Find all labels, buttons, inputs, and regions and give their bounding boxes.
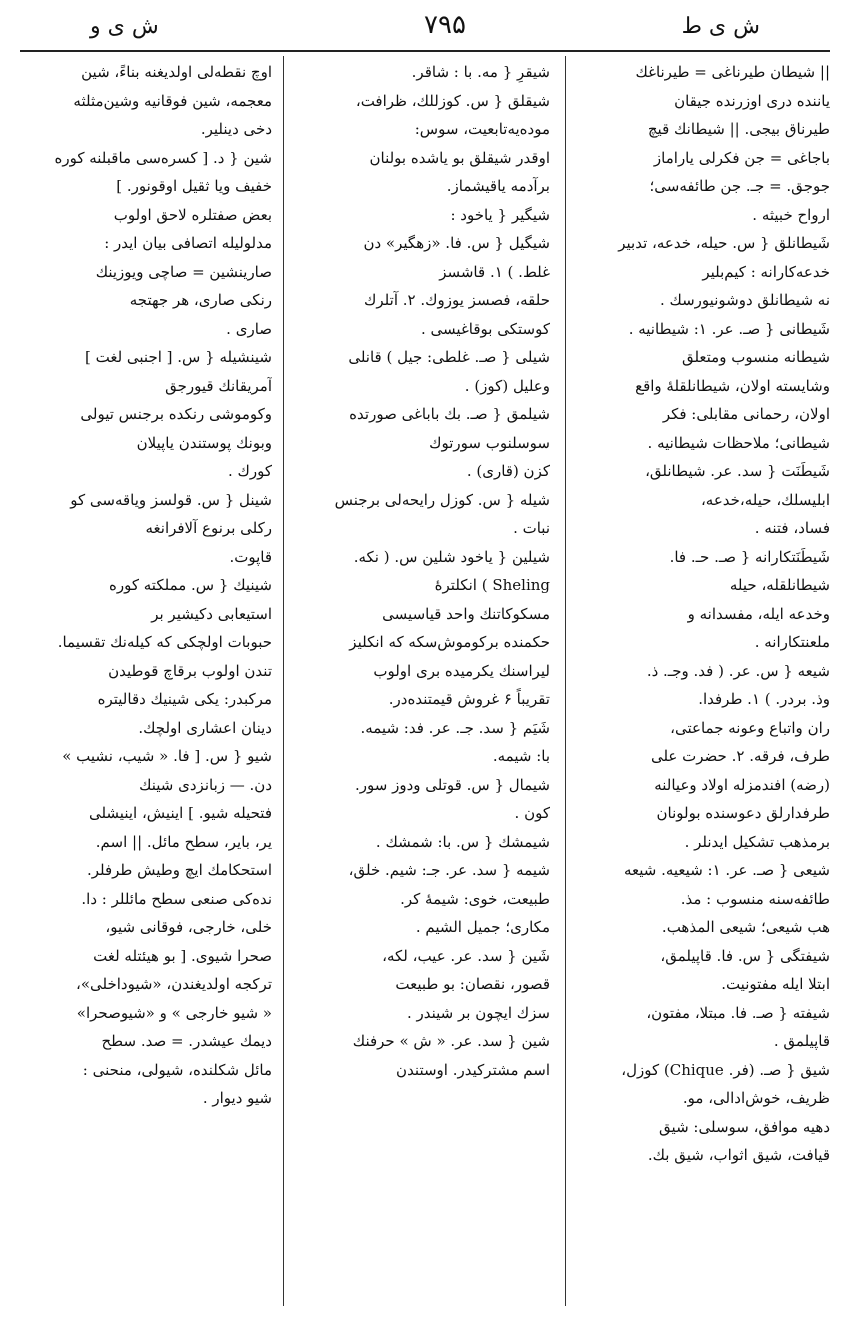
text-line: استیعابی دکیشیر بر — [151, 604, 272, 623]
page-header — [20, 8, 830, 48]
text-line: دیمك عیشدر. = صد. سطح — [101, 1032, 272, 1050]
text-line: شیو دیوار . — [202, 1089, 272, 1107]
text-line: اوقدر شیقلق بو یاشده بولنان — [369, 148, 550, 167]
text-line: برآدمه یاقیشماز. — [446, 177, 550, 195]
text-line: شَیَم { سد. جـ. عر. فد: شیمه. — [360, 718, 550, 737]
text-line: شیعی { صـ. عر. ۱: شیعیه. شیعه — [623, 861, 830, 879]
text-line: حبوبات اولچکی که کیله‌نك تقسیما. — [57, 633, 272, 651]
text-line: اسم مشترکیدر. اوستندن — [396, 1060, 550, 1079]
text-line: رکلی برنوع آلافرانغه — [145, 519, 272, 537]
text-line: غلط. ) ۱. قاشسز — [439, 262, 550, 281]
text-line: شَیطانلق { س. حیله، خدعه، تدبیر — [618, 234, 830, 252]
text-line: صحرا شیوی. [ بو هیئتله لغت — [93, 946, 272, 965]
column-divider — [283, 56, 284, 1306]
text-line: شَیطَنَت { سد. عر. شیطانلق، — [645, 462, 830, 480]
text-line: مدلولیله اتصافی بیان ایدر : — [104, 234, 272, 252]
text-line: شیقلق { س. کوزللك، ظرافت، — [355, 91, 550, 110]
text-line: فساد، فتنه . — [754, 519, 830, 537]
text-line: جوجق. = جـ. جن طائفه‌سی؛ — [649, 177, 830, 195]
text-line: اوچ نقطه‌لی اولدیغنه بناءً، شین — [81, 63, 272, 81]
text-line: کورك . — [227, 462, 272, 480]
text-line: ران واتباع وعونه جماعتی، — [670, 718, 830, 737]
text-line: شیق { صـ. (فر. Chique) کوزل، — [621, 1060, 830, 1079]
text-line: خفیف ویا ثقیل اوقونور. ] — [116, 177, 272, 195]
text-line: شین { د. [ کسره‌سی ماقبلنه کوره — [54, 148, 272, 167]
text-line: شیمشك { س. با: شمشك . — [375, 832, 550, 851]
text-line: کزن (قاری) . — [466, 462, 550, 480]
text-line: « شیو خارجی » و «شیوصحرا» — [76, 1003, 272, 1022]
text-line: خدعه‌کارانه : کیم‌بلیر — [702, 262, 830, 281]
text-line: طبیعت، خوی: شیمهٔ کر. — [400, 889, 550, 908]
text-line: تقریباً ۶ غروش قیمتنده‌در. — [388, 690, 550, 708]
text-line: خلی، خارجی، فوقانی شیو، — [105, 918, 272, 936]
text-line: یاننده دری اوزرنده جیقان — [674, 91, 830, 110]
text-line: دهیه موافق، سوسلی: شیق — [659, 1117, 830, 1136]
text-line: شیفته { صـ. فا. مبتلا، مفتون، — [646, 1003, 830, 1022]
text-line: شیمال { س. قوتلی ودوز سور. — [355, 775, 550, 794]
text-line: سوسلنوب سورتوك — [429, 433, 550, 452]
text-line: برمذهب تشکیل ایدنلر . — [684, 832, 830, 851]
text-line: شیلی { صـ. غلطی: جیل ) قانلی — [348, 348, 550, 366]
text-line: شین { سد. عر. « ش » حرفنك — [352, 1032, 550, 1050]
text-line: قصور، نقصان: بو طبیعت — [395, 975, 550, 993]
text-line: فتحیله شیو. ] اینیش، اینیشلی — [88, 804, 272, 822]
text-line: نبات . — [513, 519, 550, 537]
text-line: شیگیر { یاخود : — [450, 205, 550, 224]
text-line: تندن اولوب برقاچ قوطیدن — [108, 661, 272, 680]
text-line: معجمه، شین فوقانیه وشین‌مثلثه — [73, 91, 272, 110]
text-line: وعلیل (کوز) . — [464, 376, 550, 395]
text-line: طائفه‌سنه منسوب : مذ. — [680, 889, 830, 908]
text-line: وذ. بردر. ) ۱. طرفدا. — [698, 690, 830, 708]
text-line: کوستکی بوقاغیسی . — [421, 319, 550, 338]
text-line: مکاری؛ جمیل الشیم . — [415, 918, 550, 936]
text-line: Sheling ) انکلترهٔ — [434, 576, 550, 594]
text-line: قاپیلمق . — [773, 1032, 830, 1050]
text-line: مائل شکلنده، شیولی، منحنی : — [82, 1060, 272, 1079]
text-line: باجاغی = جن فکرلی یاراماز — [653, 148, 830, 167]
column-left — [22, 58, 272, 1113]
text-line: سزك ایچون بر شیندر . — [406, 1003, 550, 1022]
text-line: صاری . — [226, 319, 272, 338]
text-line: موده‌یه‌تابعیت، سوس: — [414, 120, 550, 138]
text-line: مسکوکاتنك واحد قیاسیسی — [382, 604, 550, 623]
text-line: طیرناق بیجی. || شیطانك قیچ — [647, 120, 830, 138]
text-line: (رضه) افندمزله اولاد وعیالنه — [654, 775, 830, 794]
text-line: هب شیعی؛ شیعی المذهب. — [661, 918, 830, 936]
text-line: شینل { س. قولسز ویاقه‌سی کو — [70, 490, 272, 509]
text-line: آمریقانك قیورجق — [165, 376, 272, 395]
text-line: ابلیسلك، حیله،خدعه، — [700, 490, 830, 509]
text-line: شینیك { س. مملکته کوره — [108, 576, 272, 594]
text-line: شیله { س. کوزل رایحه‌لی برجنس — [334, 490, 550, 509]
text-line: شیفتگی { س. فا. قاپیلمق، — [660, 946, 830, 965]
text-line: وخدعه ایله، مفسدانه و — [687, 604, 830, 623]
text-line: وشایسته اولان، شیطانلقلهٔ واقع — [635, 376, 830, 395]
text-line: شیمه { سد. عر. جـ: شیم. خلق، — [348, 861, 550, 879]
text-line: شَین { سد. عر. عیب، لکه، — [382, 946, 550, 965]
text-line: شیلین { یاخود شلین س. ( نکه. — [353, 547, 550, 566]
text-line: ابتلا ایله مفتونیت. — [721, 975, 830, 993]
text-line: مرکبدر: یکی شینیك دقالیتره — [97, 690, 272, 708]
text-line: طرفدارلق دعوسنده بولونان — [656, 804, 830, 822]
text-line: بعض صفتلره لاحق اولوب — [113, 205, 272, 224]
text-line: رنکی صاری، هر جهتجه — [129, 291, 272, 309]
text-line: وکوموشی رنکده برجنس تیولی — [80, 405, 272, 423]
text-line: یر، بایر، سطح مائل. || اسم. — [95, 832, 272, 851]
header-rule — [20, 50, 830, 52]
text-line: شیطانلقله، حیله — [729, 576, 830, 594]
page-number: ۷۹۵ — [424, 10, 466, 40]
text-line: ظریف، خوش‌ادالی، مو. — [682, 1089, 830, 1107]
text-line: ملعنتکارانه . — [754, 633, 830, 651]
text-line: حلقه، فصسز یوزوك. ۲. آتلرك — [364, 291, 550, 309]
text-line: قیافت، شیق اثواب، شیق بك. — [647, 1146, 830, 1164]
header-right-guide-letters: ش ی ط — [681, 14, 760, 39]
text-line: وبونك پوستندن یاپیلان — [136, 433, 272, 452]
text-line: شیطانی؛ ملاحظات شیطانیه . — [647, 433, 830, 452]
text-line: دن. — زبانزدی شینك — [139, 775, 272, 794]
text-line: شَیطَنَتکارانه { صـ. حـ. فا. — [669, 547, 830, 566]
text-line: ارواح خبیثه . — [752, 205, 830, 224]
header-left-guide-letters: ش ی و — [90, 14, 159, 39]
text-line: نه شیطانلق دوشونیورسك . — [659, 291, 830, 309]
text-line: شیلمق { صـ. بك باباغی صورتده — [349, 405, 550, 423]
text-line: قاپوت. — [229, 547, 272, 566]
column-divider — [565, 56, 566, 1306]
text-line: با: شیمه. — [492, 747, 550, 765]
text-line: صارینشین = صاچی ویوزینك — [95, 262, 272, 281]
text-line: شیو { س. [ فا. « شیب، نشیب » — [62, 747, 272, 765]
text-line: شیگیل { س. فا. «زهگیر» دن — [363, 234, 550, 252]
text-line: شیعه { س. عر. ( فد. وجـ. ذ. — [646, 661, 830, 680]
column-right — [580, 58, 830, 1170]
text-line: ترکجه اولدیغندن، «شیوداخلی»، — [75, 975, 272, 993]
text-line: || شیطان طیرناغی = طیرناغك — [635, 63, 830, 81]
text-line: نده‌کی صنعی سطح مائللر : دا. — [81, 889, 272, 908]
text-line: شیطانه منسوب ومتعلق — [681, 348, 830, 366]
text-line: لیراسنك یکرمیده بری اولوب — [373, 661, 550, 680]
text-line: دخی دینلیر. — [200, 120, 272, 138]
column-middle — [295, 58, 550, 1084]
text-line: شینشیله { س. [ اجنبی لغت ] — [84, 348, 272, 366]
text-line: حکمنده برکوموش‌سکه که انکلیز — [349, 633, 550, 651]
text-line: اولان، رحمانی مقابلی: فکر — [662, 405, 830, 423]
text-line: شَیطانی { صـ. عر. ۱: شیطانیه . — [628, 319, 830, 338]
text-line: طرف، فرقه. ۲. حضرت علی — [650, 747, 830, 765]
text-line: دینان اعشاری اولچك. — [138, 718, 272, 737]
text-line: استحکامك ایچ وطیش طرفلر. — [86, 861, 272, 879]
text-line: شیقرِ { مه. با : شاقر. — [411, 63, 550, 81]
text-line: کون . — [514, 804, 550, 822]
